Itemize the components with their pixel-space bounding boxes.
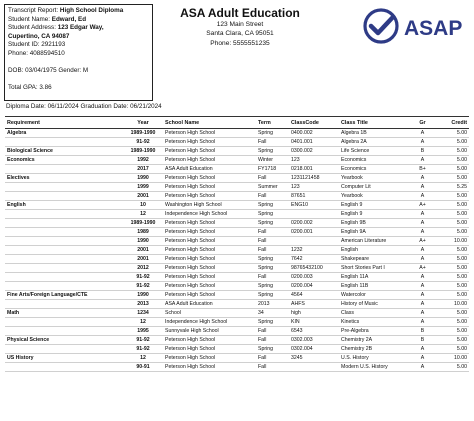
col-credit: Credit xyxy=(434,117,469,129)
cell-class-title: Economics xyxy=(339,156,411,165)
cell-school-name: Peterson High School xyxy=(163,264,256,273)
cell-requirement xyxy=(5,246,123,255)
cell-classcode: KIN xyxy=(289,318,339,327)
cell-school-name: Peterson High School xyxy=(163,228,256,237)
cell-grade: A xyxy=(411,318,434,327)
cell-classcode: 123 xyxy=(289,183,339,192)
cell-class-title: Chemistry 2B xyxy=(339,345,411,354)
student-phone: Phone: 4088594510 xyxy=(8,49,65,57)
cell-class-title: English 11A xyxy=(339,273,411,282)
col-requirement: Requirement xyxy=(5,117,123,129)
asap-logo xyxy=(362,6,470,46)
cell-requirement: Physical Science xyxy=(5,336,123,345)
cell-grade: A xyxy=(411,309,434,318)
cell-school-name: Peterson High School xyxy=(163,138,256,147)
cell-class-title: English 9B xyxy=(339,219,411,228)
cell-term: Fall xyxy=(256,228,289,237)
cell-school-name: Peterson High School xyxy=(163,156,256,165)
cell-requirement: Economics xyxy=(5,156,123,165)
table-row xyxy=(5,354,469,363)
cell-grade: B xyxy=(411,327,434,336)
cell-school-name: Peterson High School xyxy=(163,354,256,363)
cell-class-title: Economics xyxy=(339,165,411,174)
cell-grade: A xyxy=(411,345,434,354)
cell-grade: A xyxy=(411,174,434,183)
cell-class-title: Short Stories Part I xyxy=(339,264,411,273)
cell-year: 1995 xyxy=(123,327,163,336)
cell-grade: A xyxy=(411,282,434,291)
cell-requirement xyxy=(5,138,123,147)
table-body xyxy=(5,129,469,372)
cell-classcode: 0218.001 xyxy=(289,165,339,174)
cell-grade: B+ xyxy=(411,165,434,174)
cell-school-name: Peterson High School xyxy=(163,183,256,192)
cell-term: Spring xyxy=(256,210,289,219)
cell-requirement: Biological Science xyxy=(5,147,123,156)
cell-credit: 5.00 xyxy=(434,336,469,345)
cell-requirement: US History xyxy=(5,354,123,363)
cell-school-name: Peterson High School xyxy=(163,255,256,264)
cell-term: Spring xyxy=(256,291,289,300)
cell-school-name: Peterson High School xyxy=(163,273,256,282)
cell-classcode: 0200.004 xyxy=(289,282,339,291)
cell-term: Spring xyxy=(256,129,289,138)
table-row xyxy=(5,183,469,192)
cell-classcode: 1232 xyxy=(289,246,339,255)
cell-class-title: Yearbook xyxy=(339,192,411,201)
cell-school-name: Peterson High School xyxy=(163,363,256,372)
cell-grade: A xyxy=(411,192,434,201)
cell-credit: 5.00 xyxy=(434,309,469,318)
cell-school-name: Peterson High School xyxy=(163,246,256,255)
cell-school-name: Sunnyvale High School xyxy=(163,327,256,336)
cell-credit: 5.00 xyxy=(434,327,469,336)
cell-credit: 5.00 xyxy=(434,147,469,156)
cell-grade: A xyxy=(411,246,434,255)
school-city: Santa Clara, CA 95051 xyxy=(206,30,274,38)
cell-class-title: English 9A xyxy=(339,228,411,237)
cell-credit: 5.00 xyxy=(434,201,469,210)
cell-class-title: American Literature xyxy=(339,237,411,246)
cell-credit: 5.00 xyxy=(434,282,469,291)
cell-term: Fall xyxy=(256,237,289,246)
cell-classcode: 98765432100 xyxy=(289,264,339,273)
cell-school-name: Peterson High School xyxy=(163,291,256,300)
cell-term: Spring xyxy=(256,345,289,354)
cell-class-title: Pre-Algebra xyxy=(339,327,411,336)
cell-grade: A+ xyxy=(411,237,434,246)
cell-school-name: ASA Adult Education xyxy=(163,165,256,174)
cell-requirement: Electives xyxy=(5,174,123,183)
cell-term: Fall xyxy=(256,246,289,255)
cell-classcode xyxy=(289,210,339,219)
cell-grade: B xyxy=(411,336,434,345)
cell-grade: A xyxy=(411,228,434,237)
cell-term: Spring xyxy=(256,282,289,291)
cell-grade: A xyxy=(411,363,434,372)
cell-grade: A xyxy=(411,300,434,309)
cell-credit: 10.00 xyxy=(434,237,469,246)
col-class-title: Class Title xyxy=(339,117,411,129)
table-row xyxy=(5,219,469,228)
school-header xyxy=(160,6,320,48)
cell-school-name: Independence High School xyxy=(163,210,256,219)
cell-school-name: Peterson High School xyxy=(163,129,256,138)
cell-term: FY1718 xyxy=(256,165,289,174)
cell-credit: 5.00 xyxy=(434,165,469,174)
cell-term: Fall xyxy=(256,336,289,345)
cell-credit: 5.00 xyxy=(434,210,469,219)
cell-year: 2012 xyxy=(123,264,163,273)
cell-school-name: Peterson High School xyxy=(163,282,256,291)
cell-school-name: Peterson High School xyxy=(163,174,256,183)
cell-year: 2001 xyxy=(123,255,163,264)
table-row xyxy=(5,174,469,183)
cell-class-title: Computer Lit xyxy=(339,183,411,192)
cell-credit: 5.00 xyxy=(434,138,469,147)
cell-term: Fall xyxy=(256,354,289,363)
cell-year: 12 xyxy=(123,354,163,363)
cell-requirement xyxy=(5,210,123,219)
table-header-row xyxy=(5,117,469,129)
cell-grade: B xyxy=(411,147,434,156)
table-row xyxy=(5,138,469,147)
cell-school-name: Peterson High School xyxy=(163,219,256,228)
cell-grade: A xyxy=(411,210,434,219)
cell-school-name: ASA Adult Education xyxy=(163,300,256,309)
cell-requirement xyxy=(5,282,123,291)
cell-requirement xyxy=(5,300,123,309)
cell-classcode: 0401.001 xyxy=(289,138,339,147)
table-row xyxy=(5,291,469,300)
cell-grade: A xyxy=(411,156,434,165)
cell-credit: 5.00 xyxy=(434,255,469,264)
cell-credit: 5.00 xyxy=(434,345,469,354)
cell-credit: 5.00 xyxy=(434,156,469,165)
cell-class-title: Kinetics xyxy=(339,318,411,327)
cell-class-title: English 9 xyxy=(339,210,411,219)
cell-credit: 5.00 xyxy=(434,192,469,201)
cell-year: 12 xyxy=(123,210,163,219)
cell-term: 2013 xyxy=(256,300,289,309)
table-row xyxy=(5,309,469,318)
table-row xyxy=(5,264,469,273)
cell-term: Fall xyxy=(256,174,289,183)
cell-classcode: 0302.004 xyxy=(289,345,339,354)
table-row xyxy=(5,156,469,165)
cell-year: 91-92 xyxy=(123,336,163,345)
cell-class-title: Class xyxy=(339,309,411,318)
cell-grade: A xyxy=(411,255,434,264)
logo-text: ASAP xyxy=(404,17,463,40)
cell-classcode xyxy=(289,363,339,372)
student-info-box xyxy=(4,4,153,101)
cell-class-title: Shakepeare xyxy=(339,255,411,264)
cell-grade: A xyxy=(411,273,434,282)
diploma-graduation-dates: Diploma Date: 06/11/2024 Graduation Date: 06/21/2024 xyxy=(6,103,162,110)
table-row xyxy=(5,129,469,138)
cell-grade: A xyxy=(411,129,434,138)
cell-year: 91-92 xyxy=(123,273,163,282)
cell-year: 1990 xyxy=(123,237,163,246)
cell-requirement: Math xyxy=(5,309,123,318)
cell-class-title: Modern U.S. History xyxy=(339,363,411,372)
cell-requirement: English xyxy=(5,201,123,210)
table-row xyxy=(5,282,469,291)
cell-term: Summer xyxy=(256,183,289,192)
table-row xyxy=(5,192,469,201)
cell-term: 34 xyxy=(256,309,289,318)
cell-term: Fall xyxy=(256,138,289,147)
col-year: Year xyxy=(123,117,163,129)
cell-school-name: Peterson High School xyxy=(163,345,256,354)
col-classcode: ClassCode xyxy=(289,117,339,129)
student-address: Student Address: 123 Edgar Way, xyxy=(8,24,104,32)
cell-credit: 5.00 xyxy=(434,264,469,273)
cell-grade: A xyxy=(411,138,434,147)
cell-class-title: English 11B xyxy=(339,282,411,291)
cell-year: 1989-1990 xyxy=(123,129,163,138)
cell-year: 1990 xyxy=(123,174,163,183)
cell-class-title: U.S. History xyxy=(339,354,411,363)
cell-term: Fall xyxy=(256,192,289,201)
table-row xyxy=(5,210,469,219)
table-row xyxy=(5,345,469,354)
cell-year: 1234 xyxy=(123,309,163,318)
cell-class-title: Chemistry 2A xyxy=(339,336,411,345)
cell-classcode: 7642 xyxy=(289,255,339,264)
col-term: Term xyxy=(256,117,289,129)
student-name: Student Name: Edward, Ed xyxy=(8,15,87,23)
cell-classcode: high xyxy=(289,309,339,318)
cell-classcode: 0300.002 xyxy=(289,147,339,156)
cell-class-title: English 9 xyxy=(339,201,411,210)
cell-school-name: Peterson High School xyxy=(163,192,256,201)
cell-term: Spring xyxy=(256,147,289,156)
table-row xyxy=(5,336,469,345)
cell-year: 91-92 xyxy=(123,282,163,291)
checkmark-circle-icon xyxy=(362,6,470,46)
cell-term: Fall xyxy=(256,273,289,282)
cell-requirement xyxy=(5,363,123,372)
cell-classcode xyxy=(289,237,339,246)
cell-year: 1989-1990 xyxy=(123,219,163,228)
cell-term: Fall xyxy=(256,327,289,336)
total-gpa: Total GPA: 3.86 xyxy=(8,84,52,92)
cell-school-name: School xyxy=(163,309,256,318)
cell-year: 1999 xyxy=(123,183,163,192)
cell-grade: A xyxy=(411,354,434,363)
table-row xyxy=(5,228,469,237)
school-name: ASA Adult Education xyxy=(180,6,300,20)
table-row xyxy=(5,165,469,174)
cell-term: Spring xyxy=(256,255,289,264)
cell-term: Winter xyxy=(256,156,289,165)
transcript-table xyxy=(5,116,469,372)
table-row xyxy=(5,237,469,246)
cell-classcode: AHFS xyxy=(289,300,339,309)
spacer xyxy=(8,59,149,68)
cell-credit: 10.00 xyxy=(434,354,469,363)
cell-year: 1992 xyxy=(123,156,163,165)
cell-credit: 5.00 xyxy=(434,318,469,327)
cell-grade: A xyxy=(411,219,434,228)
cell-grade: A xyxy=(411,183,434,192)
cell-classcode: 0302.003 xyxy=(289,336,339,345)
table-row xyxy=(5,363,469,372)
col-grade: Gr xyxy=(411,117,434,129)
cell-grade: A+ xyxy=(411,264,434,273)
cell-requirement xyxy=(5,237,123,246)
cell-term: Spring xyxy=(256,318,289,327)
cell-classcode: 0200.003 xyxy=(289,273,339,282)
cell-credit: 5.00 xyxy=(434,174,469,183)
cell-credit: 5.00 xyxy=(434,228,469,237)
cell-credit: 5.00 xyxy=(434,363,469,372)
school-street: 123 Main Street xyxy=(216,21,264,28)
table-row xyxy=(5,246,469,255)
cell-term: Spring xyxy=(256,219,289,228)
table-row xyxy=(5,147,469,156)
cell-year: 2017 xyxy=(123,165,163,174)
cell-term: Spring xyxy=(256,264,289,273)
cell-grade: A+ xyxy=(411,201,434,210)
cell-year: 2001 xyxy=(123,246,163,255)
student-address-line2: Cupertino, CA 94087 xyxy=(8,32,70,40)
table-row xyxy=(5,255,469,264)
cell-requirement: Fine Arts/Foreign Language/CTE xyxy=(5,291,123,300)
cell-classcode: 6543 xyxy=(289,327,339,336)
cell-requirement xyxy=(5,264,123,273)
cell-class-title: Algebra 1B xyxy=(339,129,411,138)
cell-year: 1990 xyxy=(123,291,163,300)
cell-credit: 10.00 xyxy=(434,300,469,309)
cell-year: 1989 xyxy=(123,228,163,237)
cell-credit: 5.00 xyxy=(434,273,469,282)
report-type: Transcript Report: High School Diploma xyxy=(8,7,124,14)
cell-year: 2001 xyxy=(123,192,163,201)
cell-school-name: Peterson High School xyxy=(163,336,256,345)
cell-classcode: 1231121458 xyxy=(289,174,339,183)
cell-year: 91-92 xyxy=(123,138,163,147)
cell-class-title: Algebra 2A xyxy=(339,138,411,147)
cell-class-title: English xyxy=(339,246,411,255)
cell-school-name: Independence High School xyxy=(163,318,256,327)
cell-class-title: Watercolor xyxy=(339,291,411,300)
cell-class-title: Yearbook xyxy=(339,174,411,183)
cell-requirement xyxy=(5,255,123,264)
cell-year: 90-91 xyxy=(123,363,163,372)
cell-classcode: ENG10 xyxy=(289,201,339,210)
cell-requirement xyxy=(5,273,123,282)
school-phone: Phone: 5555551235 xyxy=(210,39,270,47)
table-row xyxy=(5,201,469,210)
cell-school-name: Peterson High School xyxy=(163,237,256,246)
cell-classcode: 3245 xyxy=(289,354,339,363)
col-school-name: School Name xyxy=(163,117,256,129)
cell-classcode: 4564 xyxy=(289,291,339,300)
cell-requirement xyxy=(5,183,123,192)
cell-year: 2013 xyxy=(123,300,163,309)
cell-credit: 5.25 xyxy=(434,183,469,192)
spacer xyxy=(8,76,149,85)
cell-classcode: 0400.002 xyxy=(289,129,339,138)
cell-requirement xyxy=(5,219,123,228)
cell-credit: 5.00 xyxy=(434,129,469,138)
cell-school-name: Washington High School xyxy=(163,201,256,210)
cell-year: 1989-1990 xyxy=(123,147,163,156)
table-row xyxy=(5,327,469,336)
cell-requirement xyxy=(5,318,123,327)
cell-classcode: 123 xyxy=(289,156,339,165)
table-row xyxy=(5,273,469,282)
cell-requirement xyxy=(5,228,123,237)
cell-year: 91-92 xyxy=(123,345,163,354)
cell-requirement xyxy=(5,327,123,336)
cell-requirement xyxy=(5,192,123,201)
cell-credit: 5.00 xyxy=(434,246,469,255)
cell-term: Spring xyxy=(256,201,289,210)
student-id: Student ID: 2921193 xyxy=(8,41,66,49)
cell-year: 10 xyxy=(123,201,163,210)
cell-classcode: 87651 xyxy=(289,192,339,201)
cell-class-title: Life Science xyxy=(339,147,411,156)
cell-credit: 5.00 xyxy=(434,219,469,228)
cell-classcode: 0200.001 xyxy=(289,228,339,237)
cell-requirement: Algebra xyxy=(5,129,123,138)
student-dob-gender: DOB: 03/04/1975 Gender: M xyxy=(8,67,89,75)
cell-credit: 5.00 xyxy=(434,291,469,300)
cell-requirement xyxy=(5,165,123,174)
cell-class-title: History of Music xyxy=(339,300,411,309)
cell-grade: A xyxy=(411,291,434,300)
cell-requirement xyxy=(5,345,123,354)
table-row xyxy=(5,300,469,309)
cell-classcode: 0200.002 xyxy=(289,219,339,228)
cell-term: Fall xyxy=(256,363,289,372)
cell-year: 12 xyxy=(123,318,163,327)
table-row xyxy=(5,318,469,327)
cell-school-name: Peterson High School xyxy=(163,147,256,156)
